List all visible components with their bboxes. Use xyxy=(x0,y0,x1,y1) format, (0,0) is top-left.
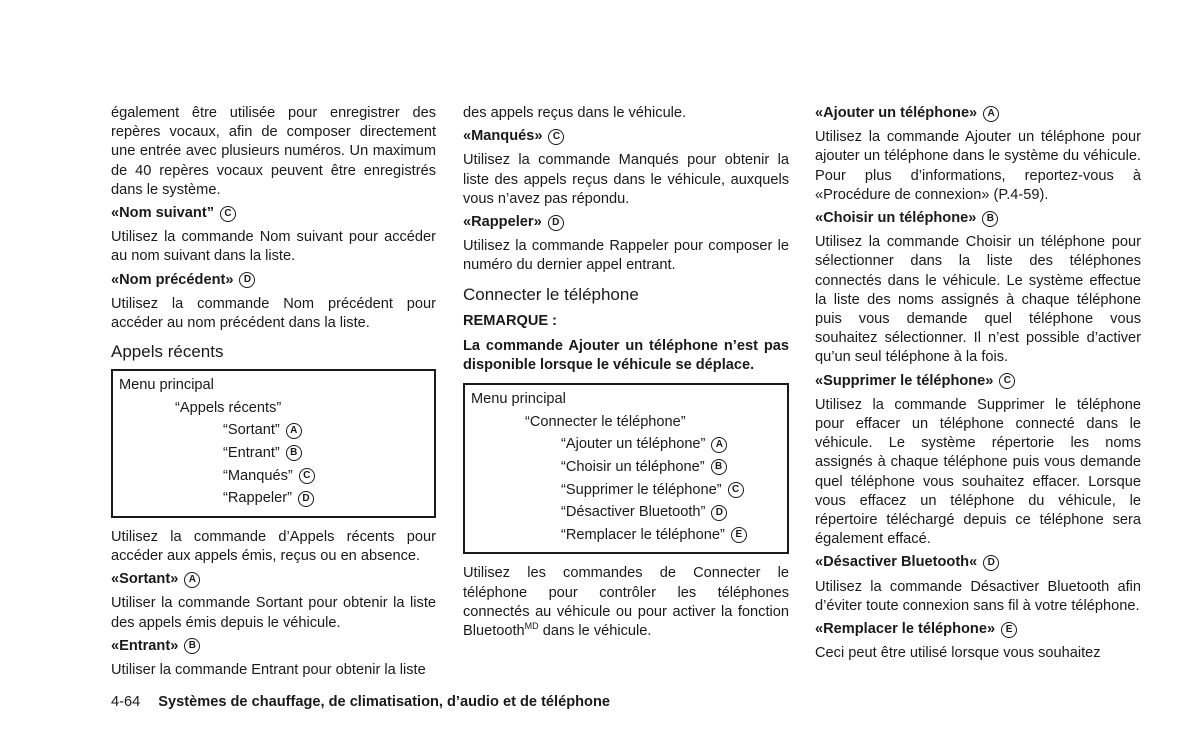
intro-paragraph: également être utilisée pour enregistrer des repères vocaux, afin de composer directement une entrée avec plusieurs numéros. Un maximum de 40 repères vocaux peuvent être enregistrés dans le système. xyxy=(111,105,436,198)
menu-item: “Sortant” A xyxy=(119,419,428,442)
circled-letter-e-icon: E xyxy=(731,527,747,543)
entrant-paragraph: Utiliser la commande Entrant pour obtenir la liste xyxy=(111,662,426,679)
rappeler-paragraph: Utilisez la commande Rappeler pour composer le numéro du dernier appel entrant. xyxy=(463,238,789,274)
menu-item: “Remplacer le téléphone” E xyxy=(471,524,781,547)
heading-text: «Ajouter un téléphone» xyxy=(815,105,978,121)
circled-letter-e-icon: E xyxy=(1001,622,1017,638)
remarque-label: REMARQUE : xyxy=(463,312,558,329)
appels-recents-paragraph: Utilisez la commande d’Appels récents pour accéder aux appels émis, reçus ou en absence. xyxy=(111,528,436,564)
heading-sortant xyxy=(111,570,436,589)
sortant-paragraph: Utiliser la commande Sortant pour obtenir la liste des appels émis depuis le véhicule. xyxy=(111,595,436,631)
menu-item: “Entrant” B xyxy=(119,442,428,465)
heading-desactiver xyxy=(815,553,1141,572)
menu-item: “Rappeler” D xyxy=(119,487,428,510)
column-1 xyxy=(111,104,436,684)
menu-submenu: “Connecter le téléphone” xyxy=(525,413,686,430)
column-2 xyxy=(463,104,789,645)
heading-text: «Nom précédent» xyxy=(111,271,234,288)
circled-letter-c-icon: C xyxy=(299,468,315,484)
menu-submenu: “Appels récents” xyxy=(175,399,282,416)
heading-text: «Choisir un téléphone» xyxy=(815,210,977,227)
menu-item: “Manqués” C xyxy=(119,465,428,488)
column-3 xyxy=(815,104,1141,667)
ajouter-paragraph: Utilisez la commande Ajouter un téléphone pour ajouter un téléphone dans le système du véhicule. Pour plus d’informations, reportez-vous à «Procédure de connexion» (P.4-59). xyxy=(815,129,1141,203)
menu-item: “Désactiver Bluetooth” D xyxy=(471,501,781,524)
heading-remplacer xyxy=(815,620,1141,639)
circled-letter-d-icon: D xyxy=(711,505,727,521)
menu-item: “Ajouter un téléphone” A xyxy=(471,433,781,456)
heading-text: «Supprimer le téléphone» xyxy=(815,372,994,389)
manques-paragraph: Utilisez la commande Manqués pour obtenir la liste des appels reçus dans le véhicule, auxquels vous n’avez pas répondu. xyxy=(463,152,789,207)
choisir-paragraph: Utilisez la commande Choisir un téléphone pour sélectionner dans la liste des téléphones connectés dans le véhicule. Le système effectue la liste des noms assignés à chaque téléphone puis vous demande quel téléphone vous souhaitez sélectionner. Il n’est possible d’activer qu’un seul téléphone à la fois. xyxy=(815,234,1141,366)
heading-text: «Remplacer le téléphone» xyxy=(815,621,996,638)
circled-letter-c-icon: C xyxy=(220,206,236,222)
menu-box-connecter xyxy=(463,383,789,554)
chapter-title: Systèmes de chauffage, de climatisation, d’audio et de téléphone xyxy=(158,694,610,710)
circled-letter-d-icon: D xyxy=(239,272,255,288)
section-title-connecter: Connecter le téléphone xyxy=(463,284,639,304)
circled-letter-c-icon: C xyxy=(999,373,1015,389)
circled-letter-b-icon: B xyxy=(982,211,998,227)
menu-item: “Supprimer le téléphone” C xyxy=(471,479,781,502)
desactiver-paragraph: Utilisez la commande Désactiver Bluetooth afin d’éviter toute connexion sans fil à votre téléphone. xyxy=(815,578,1141,614)
heading-nom-precedent xyxy=(111,271,436,290)
heading-nom-suivant xyxy=(111,204,436,223)
heading-entrant xyxy=(111,637,436,656)
circled-letter-a-icon: A xyxy=(184,572,200,588)
circled-letter-a-icon: A xyxy=(983,106,999,122)
menu-item: “Choisir un téléphone” B xyxy=(471,456,781,479)
remplacer-paragraph: Ceci peut être utilisé lorsque vous souhaitez xyxy=(815,645,1101,662)
circled-letter-b-icon: B xyxy=(286,445,302,461)
supprimer-paragraph: Utilisez la commande Supprimer le téléphone pour effacer un téléphone connecté dans le véhicule. Le système répertorie les noms assignés à chaque téléphone puis vous demande quel téléphone vous souhaitez effacer. Lorsque vous effacez un téléphone du véhicule, le répertoire téléchargé depuis ce téléphone sera également effacé. xyxy=(815,396,1141,548)
section-title-appels-recents: Appels récents xyxy=(111,342,224,362)
remarque-note: La commande Ajouter un téléphone n’est pas disponible lorsque le véhicule se déplace. xyxy=(463,337,789,374)
heading-text: «Nom suivant” xyxy=(111,205,214,222)
heading-ajouter xyxy=(815,104,1141,123)
heading-text: «Sortant» xyxy=(111,571,179,588)
continued-paragraph: des appels reçus dans le véhicule. xyxy=(463,105,687,121)
heading-supprimer xyxy=(815,372,1141,391)
nom-precedent-paragraph: Utilisez la commande Nom précédent pour accéder au nom précédent dans la liste. xyxy=(111,295,436,332)
menu-root: Menu principal xyxy=(471,391,566,408)
circled-letter-c-icon: C xyxy=(548,129,564,145)
heading-choisir xyxy=(815,209,1141,228)
heading-text: «Rappeler» xyxy=(463,214,542,231)
circled-letter-d-icon: D xyxy=(983,555,999,571)
circled-letter-d-icon: D xyxy=(548,215,564,231)
heading-text: «Manqués» xyxy=(463,128,543,145)
heading-rappeler xyxy=(463,213,789,232)
page-number: 4-64 xyxy=(111,694,141,710)
circled-letter-a-icon: A xyxy=(711,437,727,453)
heading-text: «Désactiver Bluetooth« xyxy=(815,554,978,571)
circled-letter-c-icon: C xyxy=(728,482,744,498)
circled-letter-b-icon: B xyxy=(711,459,727,475)
heading-text: «Entrant» xyxy=(111,637,179,654)
menu-root: Menu principal xyxy=(119,377,214,394)
menu-box-appels-recents xyxy=(111,369,436,518)
heading-manques xyxy=(463,127,789,146)
page-footer xyxy=(111,692,610,712)
circled-letter-b-icon: B xyxy=(184,638,200,654)
circled-letter-a-icon: A xyxy=(286,423,302,439)
connecter-paragraph: Utilisez les commandes de Connecter le téléphone pour contrôler les téléphones connectés au véhicule ou pour activer la fonction Bluetooth$^{MD}$ dans le véhicule. xyxy=(463,565,789,639)
circled-letter-d-icon: D xyxy=(298,491,314,507)
nom-suivant-paragraph: Utilisez la commande Nom suivant pour accéder au nom suivant dans la liste. xyxy=(111,229,436,265)
